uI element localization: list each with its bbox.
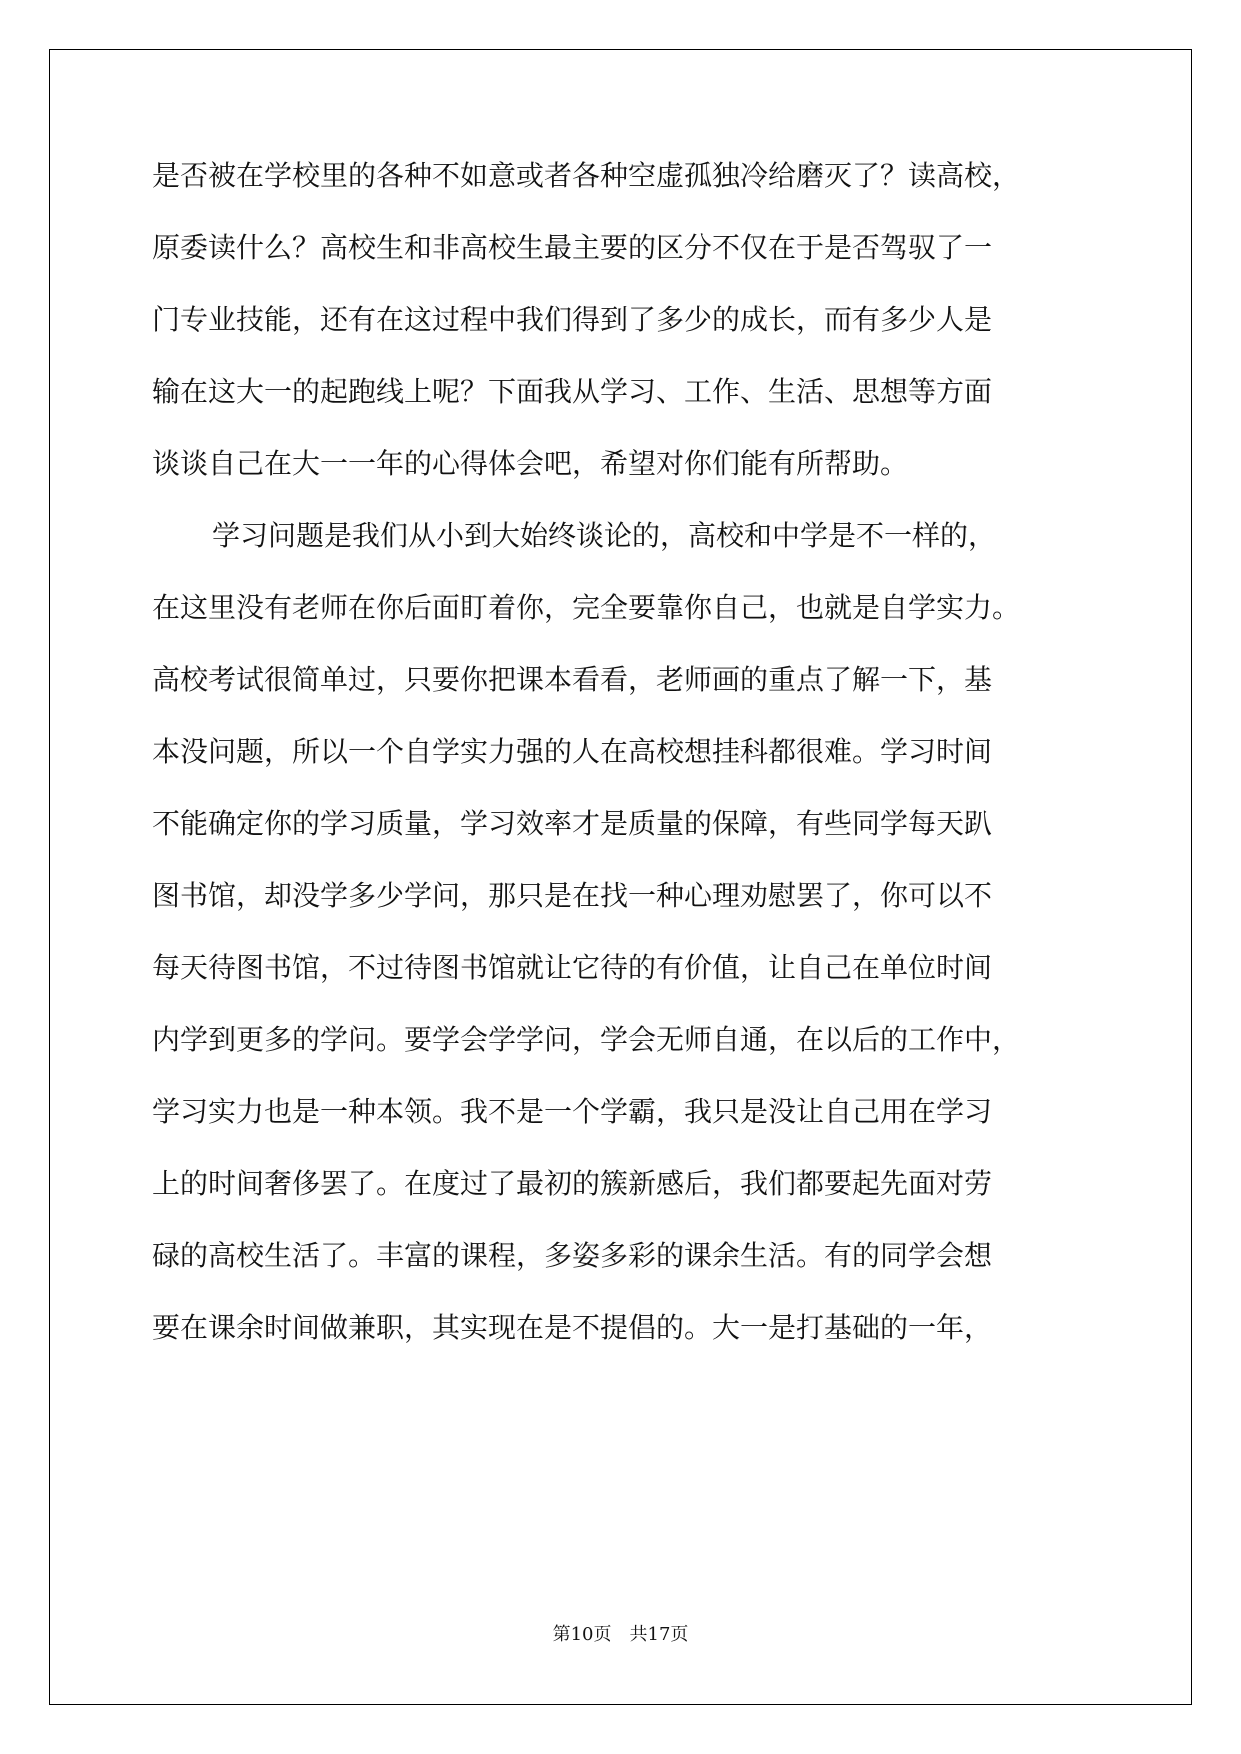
body-text-line: 本没问题，所以一个自学实力强的人在高校想挂科都很难。学习时间 xyxy=(152,735,993,768)
body-text-line: 是否被在学校里的各种不如意或者各种空虚孤独冷给磨灭了？读高校， xyxy=(152,159,1021,192)
body-text-line: 碌的高校生活了。丰富的课程，多姿多彩的课余生活。有的同学会想 xyxy=(152,1239,993,1272)
body-text-line: 不能确定你的学习质量，学习效率才是质量的保障，有些同学每天趴 xyxy=(152,807,993,840)
body-text-line: 谈谈自己在大一一年的心得体会吧，希望对你们能有所帮助。 xyxy=(152,447,909,480)
body-text-line: 在这里没有老师在你后面盯着你，完全要靠你自己，也就是自学实力。 xyxy=(152,591,1021,624)
body-text-line: 每天待图书馆，不过待图书馆就让它待的有价值，让自己在单位时间 xyxy=(152,951,993,984)
body-text-line: 图书馆，却没学多少学问，那只是在找一种心理劝慰罢了，你可以不 xyxy=(152,879,993,912)
body-text-line: 要在课余时间做兼职，其实现在是不提倡的。大一是打基础的一年， xyxy=(152,1311,993,1344)
body-text-line: 上的时间奢侈罢了。在度过了最初的簇新感后，我们都要起先面对劳 xyxy=(152,1167,993,1200)
body-text-line: 输在这大一的起跑线上呢？下面我从学习、工作、生活、思想等方面 xyxy=(152,375,993,408)
body-text-line: 门专业技能，还有在这过程中我们得到了多少的成长，而有多少人是 xyxy=(152,303,993,336)
page-footer xyxy=(0,1620,1241,1650)
current-page-number: 第10页 xyxy=(552,1624,612,1645)
body-text-line: 学习实力也是一种本领。我不是一个学霸，我只是没让自己用在学习 xyxy=(152,1095,993,1128)
paragraph-first-line: 学习问题是我们从小到大始终谈论的，高校和中学是不一样的， xyxy=(212,519,997,552)
body-text-line: 高校考试很简单过，只要你把课本看看，老师画的重点了解一下，基 xyxy=(152,663,993,696)
body-text-line: 内学到更多的学问。要学会学学问，学会无师自通，在以后的工作中， xyxy=(152,1023,1021,1056)
body-text-line: 原委读什么？高校生和非高校生最主要的区分不仅在于是否驾驭了一 xyxy=(152,231,993,264)
total-page-count: 共17页 xyxy=(629,1624,689,1645)
